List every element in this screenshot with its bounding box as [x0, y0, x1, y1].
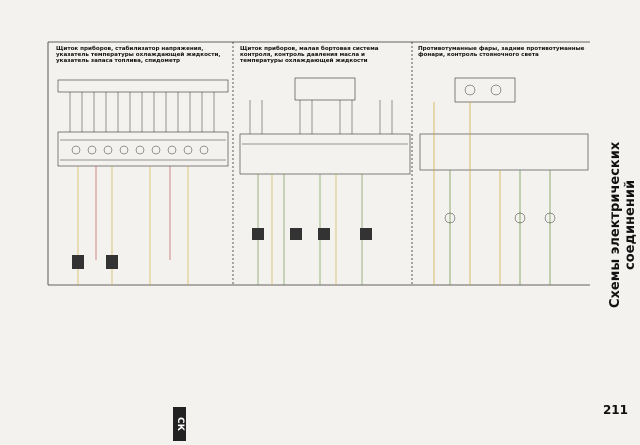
instrument-cluster-block — [58, 80, 228, 166]
section-title-2: Щиток приборов, малая бортовая система контроля, контроль давления масла и температуры охлаждающей жидкости — [240, 46, 379, 65]
logo: СК — [173, 407, 186, 441]
section-title-3: Противотуманные фары, задние противотуманные фонари, контроль стояночного света — [418, 46, 585, 59]
control-system-block — [240, 78, 410, 174]
section-title-1: Щиток приборов, стабилизатор напряжения, указатель температуры охлаждающей жидкости, указатель запаса топлива, спидометр — [56, 46, 221, 65]
sidebar-title: Схемы электрических соединений — [608, 141, 638, 309]
page-number: 211 — [602, 403, 628, 417]
fog-lights-block — [420, 78, 588, 170]
